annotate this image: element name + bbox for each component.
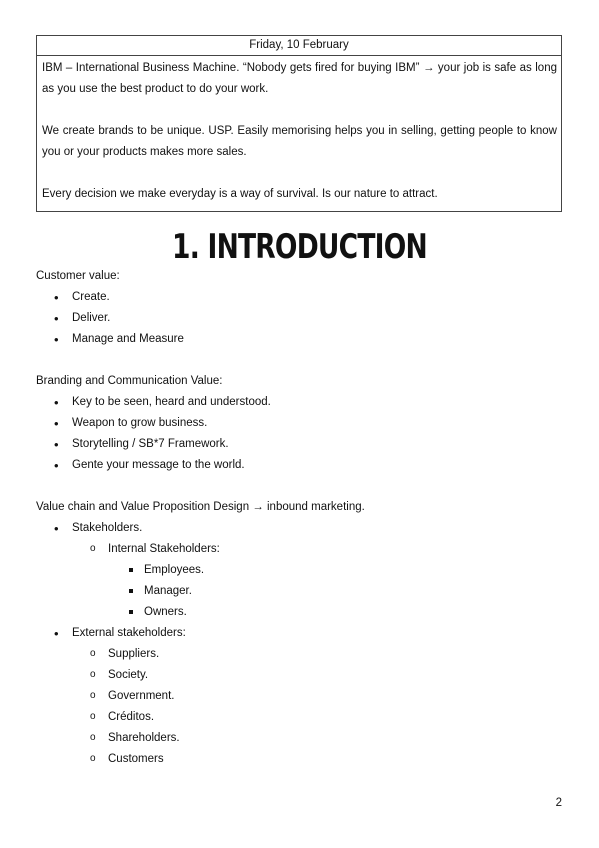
list-item [36, 392, 562, 413]
list-item-text: Manager. [144, 581, 562, 602]
list-item [108, 560, 562, 581]
list-item [36, 455, 562, 476]
sub-list [72, 539, 562, 623]
list-item [72, 749, 562, 770]
list-item [36, 518, 562, 623]
list-item [36, 434, 562, 455]
list-item-text: o Créditos. [108, 707, 562, 728]
note-paragraph: We create brands to be unique. USP. Easily memorising helps you in selling, getting people to know you or your products makes more sales. [42, 125, 557, 158]
list-item-text: • Manage and Measure [72, 329, 562, 350]
note-paragraph: Every decision we make everyday is a way of survival. Is our nature to attract. [42, 188, 438, 200]
section-heading: Branding and Communication Value: [36, 375, 223, 387]
list-item [72, 644, 562, 665]
list-item-text: o Customers [108, 749, 562, 770]
section-value-chain [36, 497, 562, 770]
list-item-text: • Key to be seen, heard and understood. [72, 392, 562, 413]
list-item-text: • Weapon to grow business. [72, 413, 562, 434]
note-body [37, 56, 561, 211]
bullet-list [36, 392, 562, 476]
page-title: 1. INTRODUCTION [172, 227, 427, 267]
list-item [72, 707, 562, 728]
section-heading: Value chain and Value Proposition Design → inbound marketing. [36, 501, 365, 513]
list-item [72, 665, 562, 686]
note-paragraph: IBM – International Business Machine. “Nobody gets fired for buying IBM” → your job is safe as long as you use the best product to do your work. [42, 62, 557, 95]
list-item [36, 308, 562, 329]
note-date: Friday, 10 February [37, 36, 561, 56]
list-item-text: o Government. [108, 686, 562, 707]
list-item [36, 413, 562, 434]
list-item-text: o Society. [108, 665, 562, 686]
list-item-text: o Internal Stakeholders: [108, 539, 562, 560]
list-item-text: • Storytelling / SB*7 Framework. [72, 434, 562, 455]
page-number: 2 [555, 797, 562, 809]
list-item-text: Owners. [144, 602, 562, 623]
list-item [36, 623, 562, 770]
list-item-text: • Gente your message to the world. [72, 455, 562, 476]
list-item [72, 728, 562, 749]
sub-sub-list [108, 560, 562, 623]
list-item-text: • Stakeholders. [72, 518, 562, 539]
section-customer-value [36, 266, 562, 350]
list-item [72, 539, 562, 623]
list-item [36, 329, 562, 350]
list-item [72, 686, 562, 707]
list-item-text: • External stakeholders: [72, 623, 562, 644]
list-item-text: • Deliver. [72, 308, 562, 329]
list-item-text: o Shareholders. [108, 728, 562, 749]
note-box [36, 35, 562, 212]
list-item [108, 602, 562, 623]
list-item-text: Employees. [144, 560, 562, 581]
content [36, 266, 562, 770]
sub-list [72, 644, 562, 770]
bullet-list [36, 287, 562, 350]
list-item [36, 287, 562, 308]
section-branding [36, 371, 562, 476]
list-item-text: • Create. [72, 287, 562, 308]
list-item [108, 581, 562, 602]
list-item-text: o Suppliers. [108, 644, 562, 665]
bullet-list [36, 518, 562, 770]
section-heading: Customer value: [36, 270, 120, 282]
